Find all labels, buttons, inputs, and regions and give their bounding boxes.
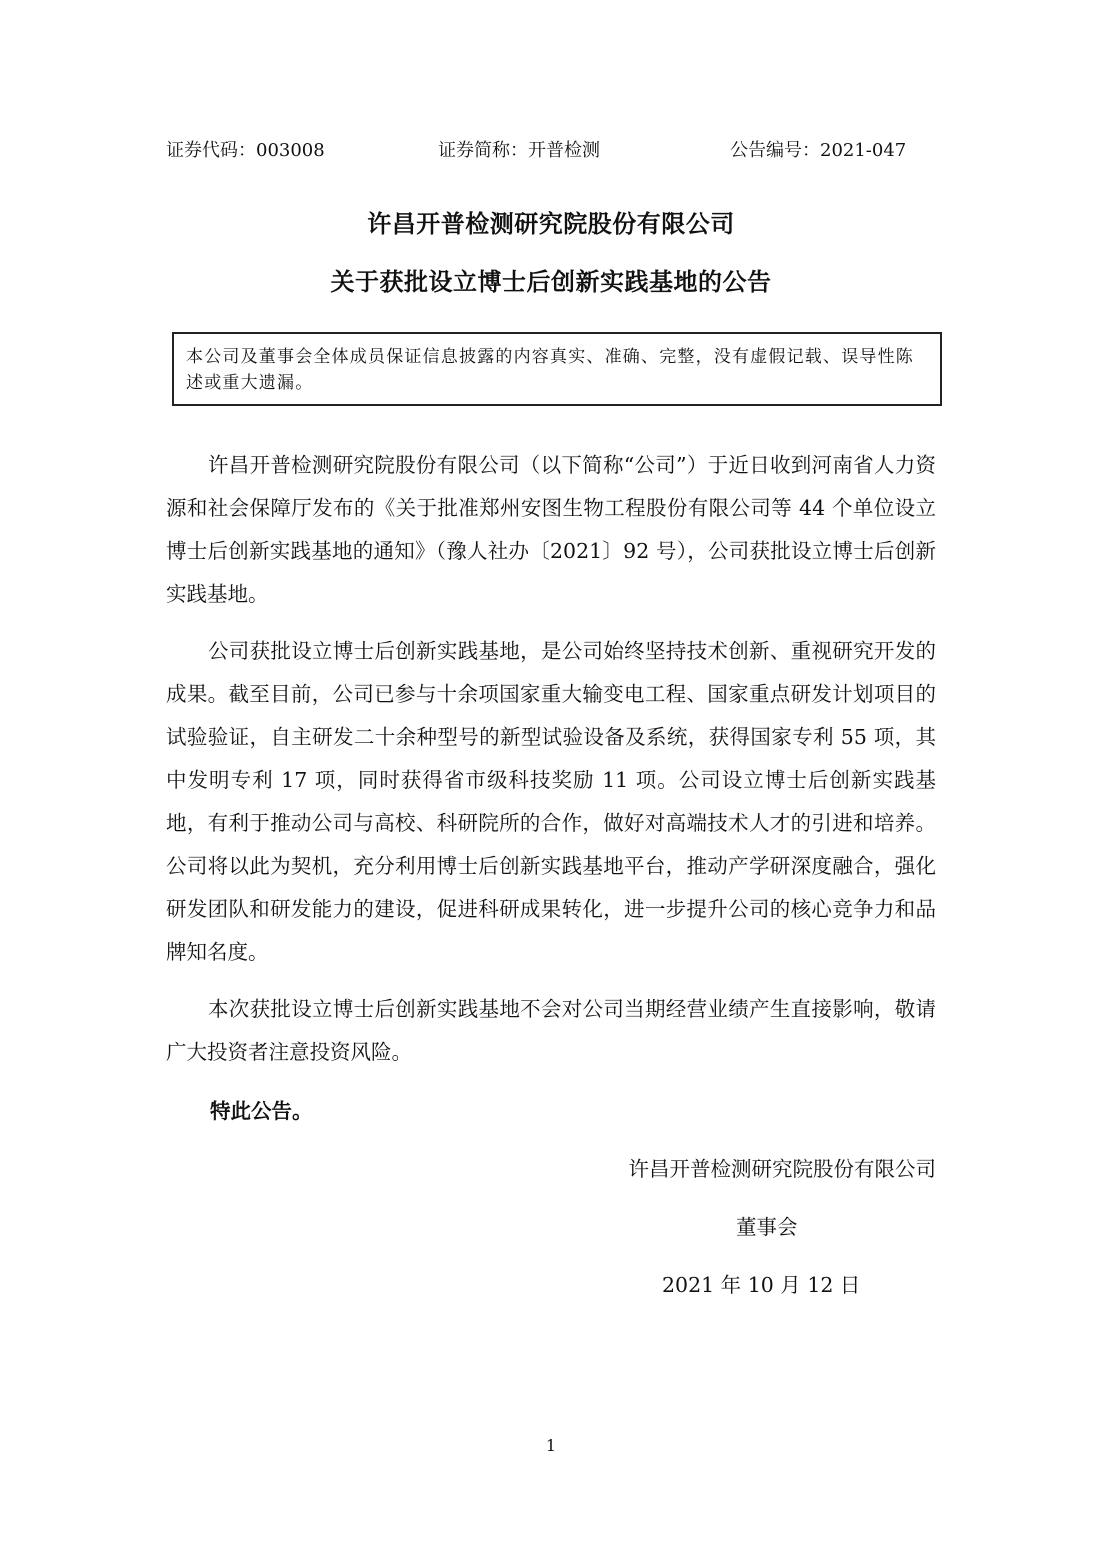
signature-board: 董事会 bbox=[736, 1215, 798, 1239]
page-number: 1 bbox=[545, 1436, 557, 1455]
body-paragraph-1: 许昌开普检测研究院股份有限公司（以下简称“公司”）于近日收到河南省人力资源和社会保障厅发布的《关于批准郑州安图生物工程股份有限公司等 44 个单位设立博士后创新实践基地的通知》（豫人社办〔2021〕92 号），公司获批设立博士后创新实践基地。 bbox=[166, 453, 936, 606]
announcement-number: 公告编号：2021-047 bbox=[730, 140, 907, 161]
stock-abbreviation: 证券简称：开普检测 bbox=[438, 140, 600, 161]
body-paragraph-3: 本次获批设立博士后创新实践基地不会对公司当期经营业绩产生直接影响，敬请广大投资者注意投资风险。 bbox=[166, 997, 936, 1064]
signature-date: 2021 年 10 月 12 日 bbox=[662, 1273, 861, 1297]
closing-statement: 特此公告。 bbox=[210, 1099, 313, 1123]
announcement-title: 关于获批设立博士后创新实践基地的公告 bbox=[330, 268, 772, 296]
document-header bbox=[166, 136, 906, 164]
company-title: 许昌开普检测研究院股份有限公司 bbox=[367, 210, 735, 238]
disclosure-notice-box: 本公司及董事会全体成员保证信息披露的内容真实、准确、完整，没有虚假记载、误导性陈述或重大遗漏。 bbox=[172, 332, 942, 406]
stock-code: 证券代码：003008 bbox=[166, 140, 325, 161]
body-paragraph-2: 公司获批设立博士后创新实践基地，是公司始终坚持技术创新、重视研究开发的成果。截至目前，公司已参与十余项国家重大输变电工程、国家重点研发计划项目的试验验证，自主研发二十余种型号的新型试验设备及系统，获得国家专利 55 项，其中发明专利 17 项，同时获得省市级科技奖励 11 项。公司设立博士后创新实践基地，有利于推动公司与高校、科研院所的合作，做好对高端技术人才的引进和培养。公司将以此为契机，充分利用博士后创新实践基地平台，推动产学研深度融合，强化研发团队和研发能力的建设，促进科研成果转化，进一步提升公司的核心竞争力和品牌知名度。 bbox=[166, 639, 936, 964]
signature-company: 许昌开普检测研究院股份有限公司 bbox=[628, 1157, 936, 1181]
